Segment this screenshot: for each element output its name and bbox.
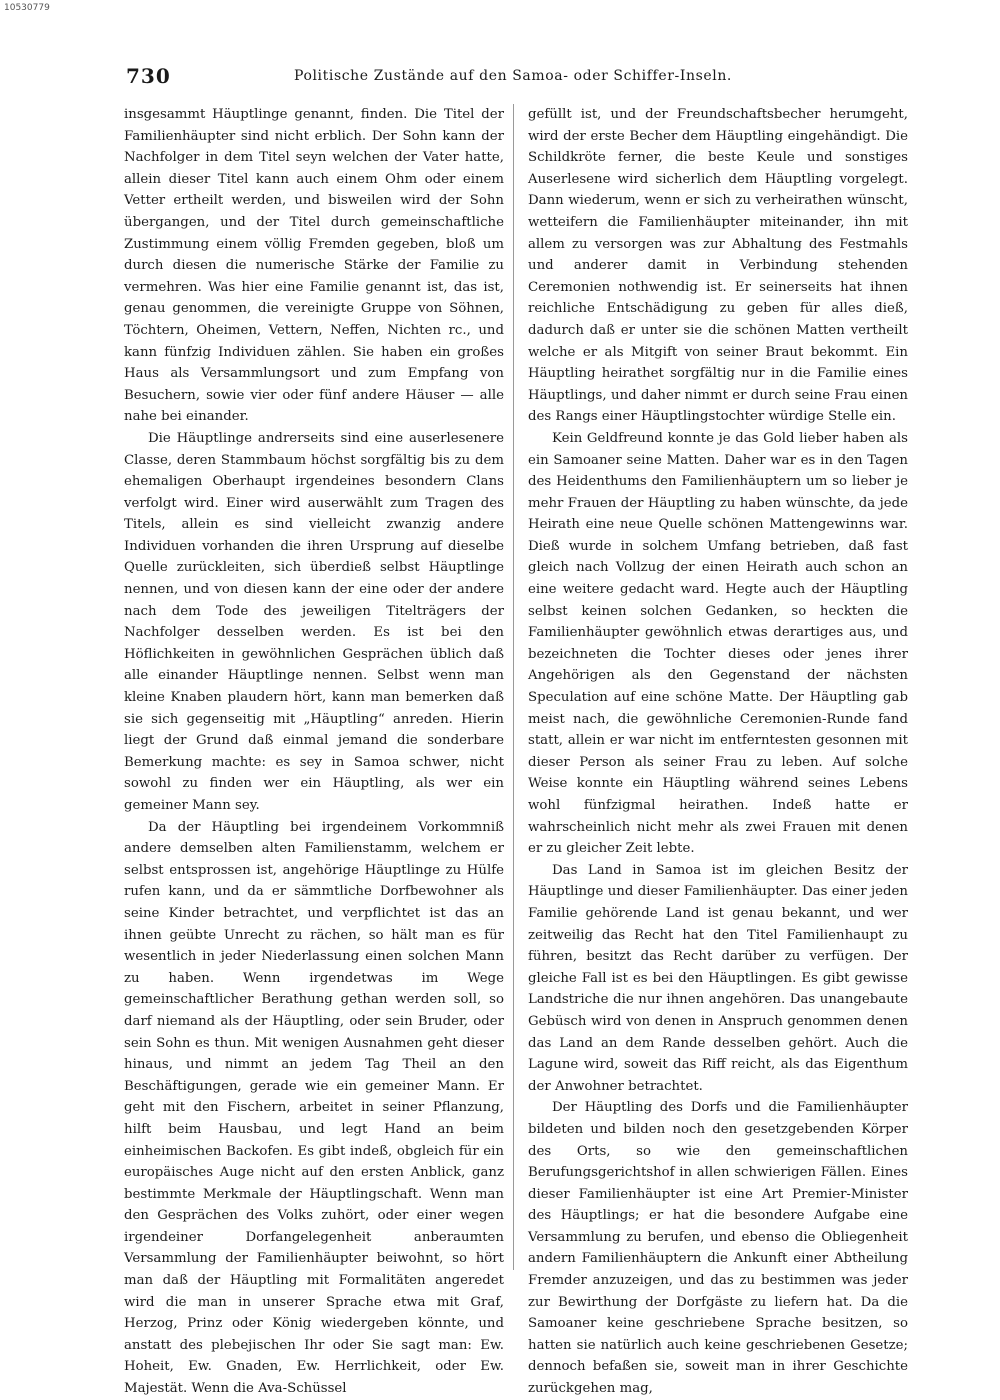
- running-title: Politische Zustände auf den Samoa- oder Schiffer-Inseln.: [294, 68, 732, 84]
- page-number: 730: [126, 64, 171, 88]
- page-id-stamp: 10530779: [4, 3, 50, 13]
- paragraph: Das Land in Samoa ist im gleichen Besitz der Häuptlinge und dieser Familienhäupter. Das einer jeden Familie gehörende Land ist genau bekannt, und wer zeitweilig das Recht hat den Titel Familienhaupt zu führen, besitzt das Recht darüber zu verfügen. Der gleiche Fall ist es bei den Häuptlingen. Es gibt gewisse Landstriche die nur ihnen angehören. Das unangebaute Gebüsch wird von denen in Anspruch genommen denen das Land an dem Rande desselben gehört. Auch die Lagune wird, soweit das Riff reicht, als das Eigenthum der Anwohner betrachtet.: [528, 862, 908, 1094]
- paragraph: Da der Häuptling bei irgendeinem Vorkommniß andere demselben alten Familienstamm, welchem er selbst entsprossen ist, angehörige Häuptlinge zu Hülfe rufen kann, und da er sämmtliche Dorfbewohner als seine Kinder betrachtet, und verpflichtet ist das an ihnen geübte Unrecht zu rächen, so hält man es für wesentlich in jeder Niederlassung einen solchen Mann zu haben. Wenn irgendetwas im Wege gemeinschaftlicher Berathung gethan werden soll, so darf niemand als der Häuptling, oder sein Bruder, oder sein Sohn es thun. Mit wenigen Ausnahmen geht dieser hinaus, und nimmt an jedem Tag Theil an den Beschäftigungen, gerade wie ein gemeiner Mann. Er geht mit den Fischern, arbeitet in seiner Pflanzung, hilft beim Hausbau, und legt Hand an beim einheimischen Backofen. Es gibt indeß, obgleich für ein europäisches Auge nicht auf den ersten Anblick, ganz bestimmte Merkmale der Häuptlingschaft. Wenn man den Gesprächen des Volks zuhört, oder einer wegen irgendeiner Dorfangelegenheit anberaumten Versammlung der Familienhäupter beiwohnt, so hört man daß der Häuptling mit Formalitäten angeredet wird die man in unserer Sprache etwa mit Graf, Herzog, Prinz oder König wiedergeben könnte, und anstatt des plebejischen Ihr oder Sie sagt man: Ew. Hoheit, Ew. Gnaden, Ew. Herrlichkeit, oder Ew. Majestät. Wenn die Ava-Schüssel: [124, 819, 504, 1397]
- column-divider: [513, 104, 514, 1270]
- left-column: [124, 104, 504, 1400]
- paragraph: Kein Geldfreund konnte je das Gold lieber haben als ein Samoaner seine Matten. Daher war es in den Tagen des Heidenthums den Familienhäuptern um so lieber je mehr Frauen der Häuptling zu haben wünschte, da jede Heirath eine neue Quelle schönen Mattengewinns war. Dieß wurde in solchem Umfang betrieben, daß fast gleich nach Vollzug der einen Heirath auch schon an eine weitere gedacht ward. Hegte auch der Häuptling selbst keinen solchen Gedanken, so heckten die Familienhäupter gewöhnlich etwas derartiges aus, und bezeichneten die Tochter dieses oder jenes ihrer Angehörigen als den Gegenstand der nächsten Speculation auf eine schöne Matte. Der Häuptling gab meist nach, die gewöhnliche Ceremonien-Runde fand statt, allein er war nicht im entferntesten gesonnen mit dieser Person als seiner Frau zu leben. Auf solche Weise konnte ein Häuptling während seines Lebens wohl fünfzigmal heirathen. Indeß hatte er wahrscheinlich nicht mehr als zwei Frauen mit denen er zu gleicher Zeit lebte.: [528, 430, 908, 857]
- paragraph: insgesammt Häuptlinge genannt, finden. Die Titel der Familienhäupter sind nicht erblich. Der Sohn kann der Nachfolger in dem Titel seyn welchen der Vater hatte, allein dieser Titel kann auch einem Ohm oder einem Vetter ertheilt werden, und bisweilen wird der Sohn übergangen, und der Titel durch gemeinschaftliche Zustimmung einem völlig Fremden gegeben, bloß um durch diesen die numerische Stärke der Familie zu vermehren. Was hier eine Familie genannt ist, das ist, genau genommen, die vereinigte Gruppe von Söhnen, Töchtern, Oheimen, Vettern, Neffen, Nichten rc., und kann fünfzig Individuen zählen. Sie haben ein großes Haus als Versammlungsort und zum Empfang von Besuchern, sowie vier oder fünf andere Häuser — alle nahe bei einander.: [124, 107, 504, 425]
- paragraph: gefüllt ist, und der Freundschaftsbecher herumgeht, wird der erste Becher dem Häuptling eingehändigt. Die Schildkröte ferner, die beste Keule und sonstiges Auserlesene wird sicherlich dem Häuptling vorgelegt. Dann wiederum, wenn er sich zu verheirathen wünscht, wetteifern die Familienhäupter miteinander, ihn mit allem zu versorgen was zur Abhaltung des Festmahls und anderer damit in Verbindung stehenden Ceremonien nothwendig ist. Er seinerseits hat ihnen reichliche Entschädigung zu geben für alles dieß, dadurch daß er unter sie die schönen Matten vertheilt welche er als Mitgift von seiner Braut bekommt. Ein Häuptling heirathet sorgfältig nur in die Familie eines Häuptlings, und daher nimmt er durch seine Frau einen des Rangs einer Häuptlingstochter würdige Stelle ein.: [528, 107, 908, 425]
- paragraph: Die Häuptlinge andrerseits sind eine auserlesenere Classe, deren Stammbaum höchst sorgfältig bis zu dem ehemaligen Oberhaupt irgendeines besondern Clans verfolgt wird. Einer wird auserwählt zum Tragen des Titels, allein es sind vielleicht zwanzig andere Individuen vorhanden die ihren Ursprung auf dieselbe Quelle zurückleiten, sich überdieß selbst Häuptlinge nennen, und von diesen kann der eine oder der andere nach dem Tode des jeweiligen Titelträgers der Nachfolger desselben werden. Es ist bei den Höflichkeiten in gewöhnlichen Gesprächen üblich daß alle einander Häuptlinge nennen. Selbst wenn man kleine Knaben plaudern hört, kann man bemerken daß sie sich gegenseitig mit „Häuptling“ anreden. Hierin liegt der Grund daß einmal jemand die sonderbare Bemerkung machte: es sey in Samoa schwer, nicht sowohl zu finden wer ein Häuptling, als wer ein gemeiner Mann sey.: [124, 430, 504, 813]
- paragraph: Der Häuptling des Dorfs und die Familienhäupter bildeten und bilden noch den gesetzgebenden Körper des Orts, so wie den gemeinschaftlichen Berufungsgerichtshof in allen schwierigen Fällen. Eines dieser Familienhäupter ist eine Art Premier-Minister des Häuptlings; er hat die besondere Aufgabe eine Versammlung zu berufen, und ebenso die Obliegenheit andern Familienhäuptern die Ankunft einer Abtheilung Fremder anzuzeigen, und das zu bestimmen was jeder zur Bewirthung der Dorfgäste zu liefern hat. Da die Samoaner keine geschriebene Sprache besitzen, so hatten sie natürlich auch keine geschriebenen Gesetze; dennoch befaßen sie, soweit man in ihrer Geschichte zurückgehen mag,: [528, 1100, 908, 1397]
- page-header: [118, 64, 908, 88]
- right-column: [528, 104, 908, 1400]
